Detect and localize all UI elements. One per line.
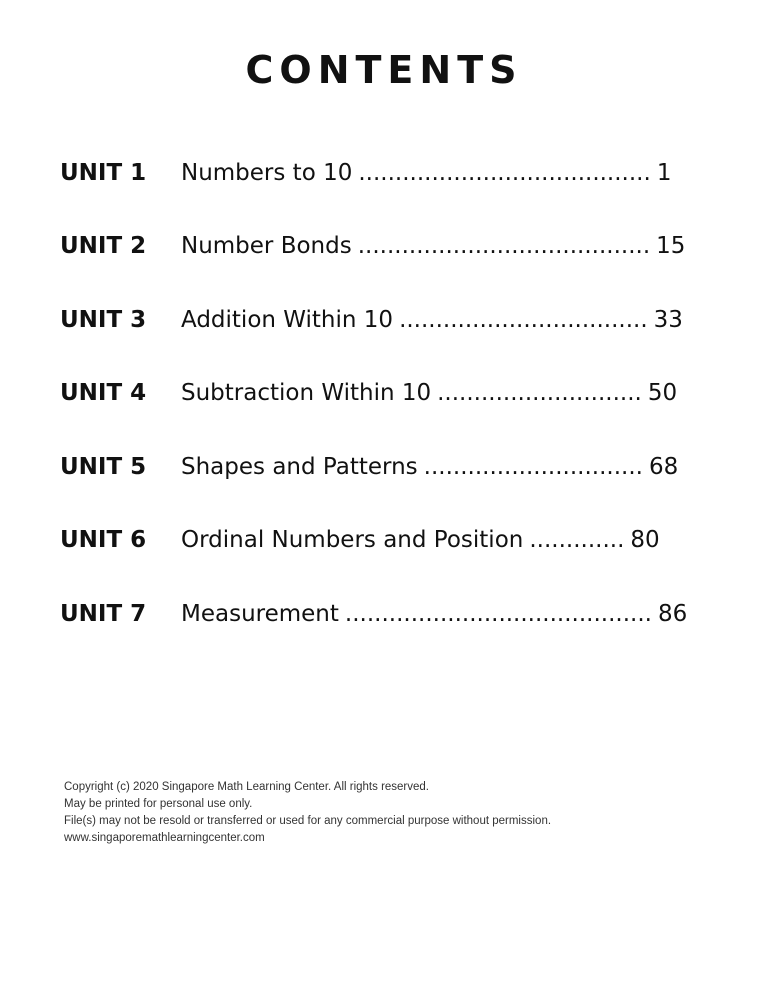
dot-leader: ........................................: [358, 159, 651, 186]
unit-label: UNIT 6: [60, 527, 147, 554]
unit-title: Subtraction Within 10: [181, 380, 432, 407]
copyright-footer: [64, 779, 704, 847]
usage-line: May be printed for personal use only.: [64, 798, 253, 810]
unit-label: UNIT 1: [60, 159, 147, 186]
page-number: 1: [656, 159, 672, 186]
page-number: 15: [656, 233, 686, 260]
toc-row-unit-7[interactable]: [60, 577, 700, 651]
toc-row-unit-5[interactable]: [60, 430, 700, 504]
toc-row-unit-4[interactable]: [60, 357, 700, 431]
unit-title: Number Bonds: [181, 233, 352, 260]
page-title: CONTENTS: [245, 48, 523, 92]
page-number: 33: [653, 306, 683, 333]
unit-title: Measurement: [181, 600, 339, 627]
dot-leader: ............................: [437, 380, 642, 407]
dot-leader: ..........................................: [344, 600, 652, 627]
page-number: 68: [648, 453, 679, 480]
website-link[interactable]: www.singaporemathlearningcenter.com: [64, 832, 265, 844]
unit-title: Shapes and Patterns: [181, 453, 418, 480]
toc-row-unit-1[interactable]: [60, 136, 700, 210]
dot-leader: ..............................: [423, 453, 643, 480]
page-number: 80: [630, 527, 660, 554]
unit-title: Addition Within 10: [181, 306, 394, 333]
dot-leader: ........................................: [357, 233, 651, 260]
toc-row-unit-3[interactable]: [60, 283, 700, 357]
toc-row-unit-6[interactable]: [60, 504, 700, 578]
dot-leader: ..................................: [399, 306, 648, 333]
dot-leader: .............: [529, 527, 625, 554]
page-number: 50: [647, 380, 678, 407]
unit-label: UNIT 4: [60, 380, 147, 407]
toc-row-unit-2[interactable]: [60, 210, 700, 284]
unit-label: UNIT 2: [60, 233, 147, 260]
unit-label: UNIT 5: [60, 453, 147, 480]
page-number: 86: [657, 600, 688, 627]
unit-title: Numbers to 10: [181, 159, 353, 186]
unit-title: Ordinal Numbers and Position: [181, 527, 524, 554]
unit-label: UNIT 7: [60, 600, 147, 627]
table-of-contents: [60, 136, 700, 651]
copyright-line: Copyright (c) 2020 Singapore Math Learning Center. All rights reserved.: [64, 781, 430, 793]
restriction-line: File(s) may not be resold or transferred or used for any commercial purpose without permission.: [64, 815, 552, 827]
unit-label: UNIT 3: [60, 306, 147, 333]
